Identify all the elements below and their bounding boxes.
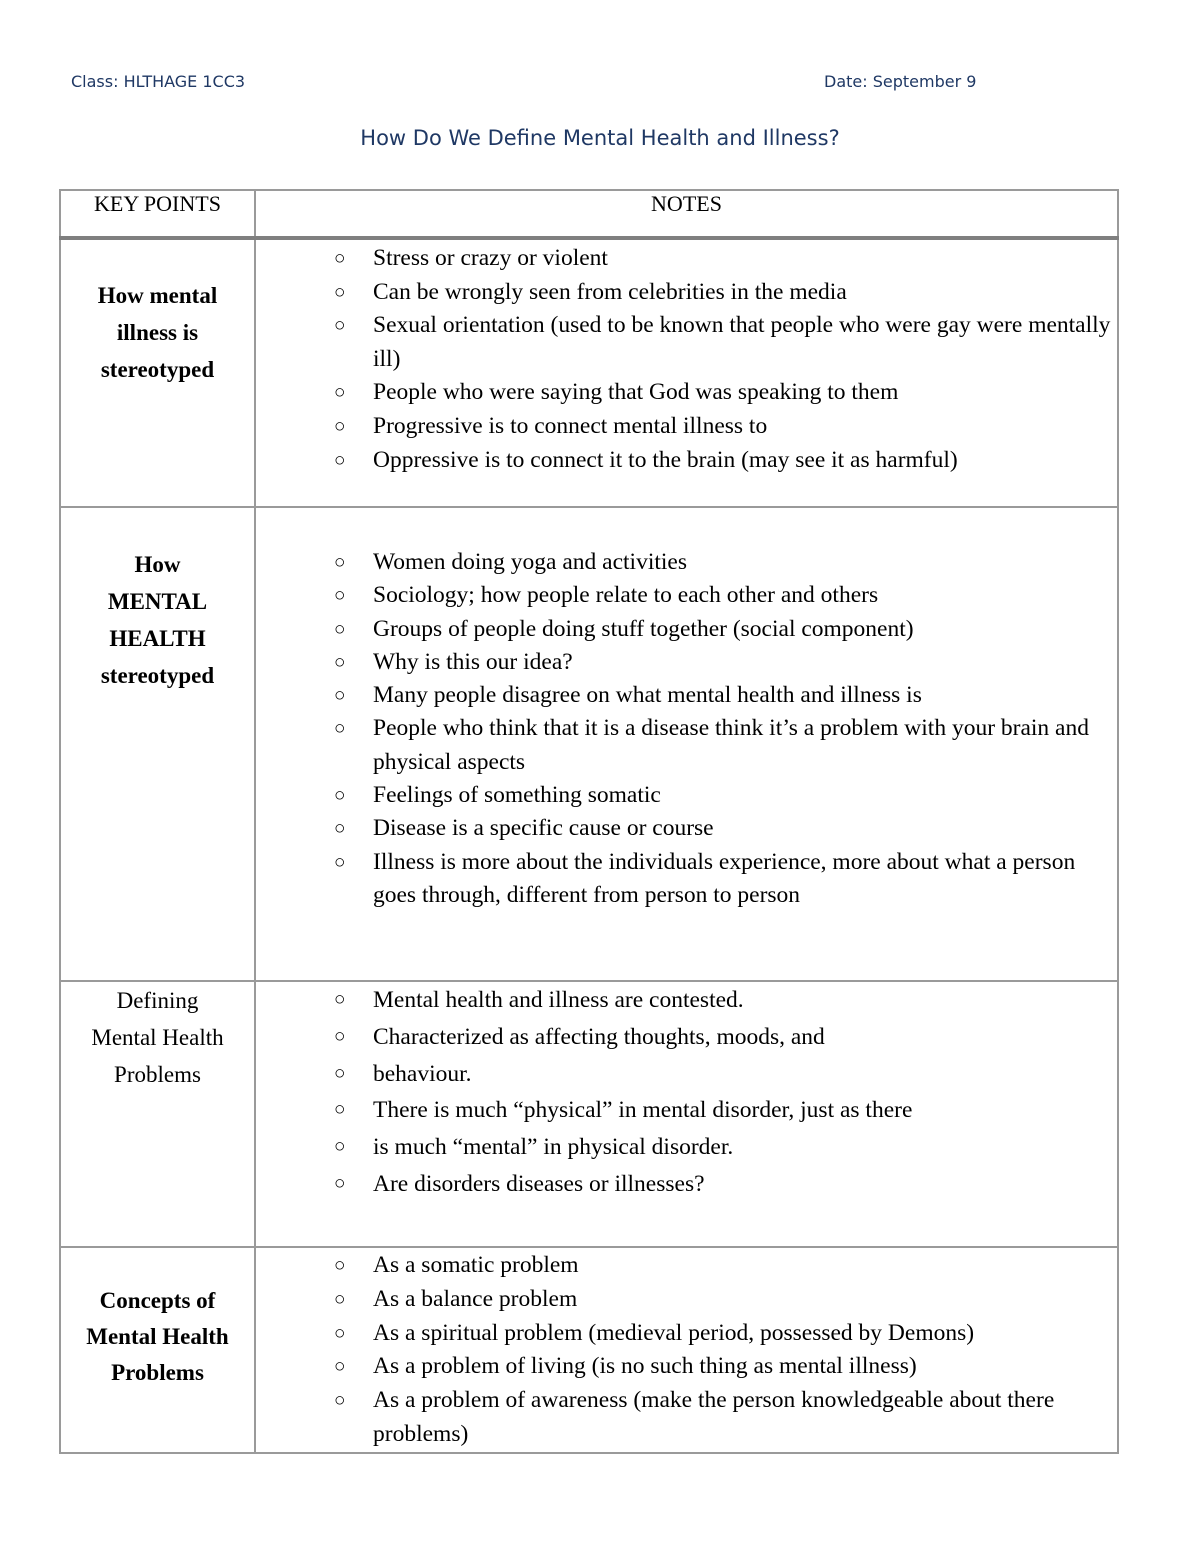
list-item: ○ Stress or crazy or violent <box>334 242 1117 276</box>
table-row <box>60 507 1118 981</box>
circle-bullet-icon: ○ <box>334 1172 346 1194</box>
circle-bullet-icon: ○ <box>334 1062 346 1084</box>
notes-header: NOTES <box>255 190 1118 238</box>
key-point-line: Defining <box>116 988 199 1013</box>
list-item: ○ Illness is more about the individuals experience, more about what a person goes through, different from person to person <box>334 846 1117 913</box>
notes-cell <box>255 507 1118 981</box>
circle-bullet-icon: ○ <box>334 1255 346 1276</box>
key-point-line: MENTAL <box>107 589 208 614</box>
key-point-line: Concepts of <box>99 1288 216 1313</box>
list-item: ○ As a spiritual problem (medieval period, possessed by Demons) <box>334 1317 1117 1351</box>
circle-bullet-icon: ○ <box>334 651 346 673</box>
list-item: ○ People who were saying that God was speaking to them <box>334 376 1117 410</box>
circle-bullet-icon: ○ <box>334 415 346 437</box>
circle-bullet-icon: ○ <box>334 618 346 640</box>
notes-list <box>256 508 1117 912</box>
circle-bullet-icon: ○ <box>334 685 346 707</box>
circle-bullet-icon: ○ <box>334 449 346 471</box>
key-points-header: KEY POINTS <box>60 190 255 238</box>
circle-bullet-icon: ○ <box>334 1025 346 1047</box>
table-header-row <box>60 190 1118 238</box>
key-point-cell <box>60 238 255 507</box>
key-point-line: HEALTH <box>109 626 206 651</box>
circle-bullet-icon: ○ <box>334 382 346 404</box>
list-item: ○ There is much “physical” in mental disorder, just as there <box>334 1092 1117 1129</box>
list-item: ○ As a balance problem <box>334 1283 1117 1317</box>
notes-cell <box>255 238 1118 507</box>
circle-bullet-icon: ○ <box>334 1390 346 1412</box>
list-item: ○ Feelings of something somatic <box>334 779 1117 812</box>
circle-bullet-icon: ○ <box>334 818 346 840</box>
list-item: ○ Characterized as affecting thoughts, moods, and <box>334 1019 1117 1056</box>
key-point-line: Problems <box>114 1062 201 1087</box>
notes-cell <box>255 981 1118 1247</box>
key-point-line: stereotyped <box>100 663 215 688</box>
circle-bullet-icon: ○ <box>334 1099 346 1121</box>
key-point-line: Problems <box>111 1360 204 1385</box>
circle-bullet-icon: ○ <box>334 1288 346 1310</box>
circle-bullet-icon: ○ <box>334 585 346 607</box>
list-item: ○ Oppressive is to connect it to the brain (may see it as harmful) <box>334 444 1117 478</box>
key-point-line: How <box>134 552 181 577</box>
class-label: Class: HLTHAGE 1CC3 <box>71 72 246 91</box>
notes-list <box>256 240 1117 477</box>
circle-bullet-icon: ○ <box>334 281 346 303</box>
date-label: Date: September 9 <box>824 72 977 91</box>
circle-bullet-icon: ○ <box>334 1136 346 1158</box>
circle-bullet-icon: ○ <box>334 1356 346 1378</box>
key-point-cell <box>60 1247 255 1453</box>
notes-cell <box>255 1247 1118 1453</box>
list-item: ○ Many people disagree on what mental health and illness is <box>334 679 1117 712</box>
list-item: ○ Mental health and illness are contested. <box>334 982 1117 1019</box>
circle-bullet-icon: ○ <box>334 315 346 337</box>
list-item: ○ Progressive is to connect mental illness to <box>334 410 1117 444</box>
list-item: ○ Sociology; how people relate to each other and others <box>334 579 1117 612</box>
list-item: ○ Women doing yoga and activities <box>334 546 1117 579</box>
list-item: ○ As a problem of living (is no such thing as mental illness) <box>334 1350 1117 1384</box>
list-item: ○ As a problem of awareness (make the person knowledgeable about there problems) <box>334 1384 1117 1452</box>
list-item: ○ Can be wrongly seen from celebrities in the media <box>334 276 1117 310</box>
list-item: ○ Are disorders diseases or illnesses? <box>334 1166 1117 1203</box>
notes-list <box>256 1248 1117 1452</box>
page-title: How Do We Define Mental Health and Illness? <box>360 126 840 150</box>
list-item: ○ is much “mental” in physical disorder. <box>334 1129 1117 1166</box>
circle-bullet-icon: ○ <box>334 989 346 1010</box>
table-row <box>60 1247 1118 1453</box>
table-row <box>60 981 1118 1247</box>
key-point-cell <box>60 507 255 981</box>
table-row <box>60 238 1118 507</box>
circle-bullet-icon: ○ <box>334 718 346 740</box>
circle-bullet-icon: ○ <box>334 248 346 269</box>
list-item: ○ People who think that it is a disease think it’s a problem with your brain and physical aspects <box>334 712 1117 779</box>
notes-list <box>256 982 1117 1203</box>
circle-bullet-icon: ○ <box>334 785 346 807</box>
circle-bullet-icon: ○ <box>334 1322 346 1344</box>
circle-bullet-icon: ○ <box>334 851 346 873</box>
list-item: ○ Disease is a specific cause or course <box>334 812 1117 845</box>
list-item: ○ Why is this our idea? <box>334 646 1117 679</box>
key-point-cell <box>60 981 255 1247</box>
key-point-line: Mental Health <box>91 1025 224 1050</box>
key-point-line: Mental Health <box>86 1324 229 1349</box>
list-item: ○ As a somatic problem <box>334 1249 1117 1283</box>
list-item: ○ Sexual orientation (used to be known that people who were gay were mentally ill) <box>334 309 1117 376</box>
key-point-line: stereotyped <box>100 357 215 382</box>
key-point-line: How mental <box>97 283 218 308</box>
cornell-notes-table <box>59 189 1119 1454</box>
circle-bullet-icon: ○ <box>334 552 346 573</box>
list-item: ○ behaviour. <box>334 1056 1117 1093</box>
list-item: ○ Groups of people doing stuff together (social component) <box>334 613 1117 646</box>
key-point-line: illness is <box>116 320 199 345</box>
